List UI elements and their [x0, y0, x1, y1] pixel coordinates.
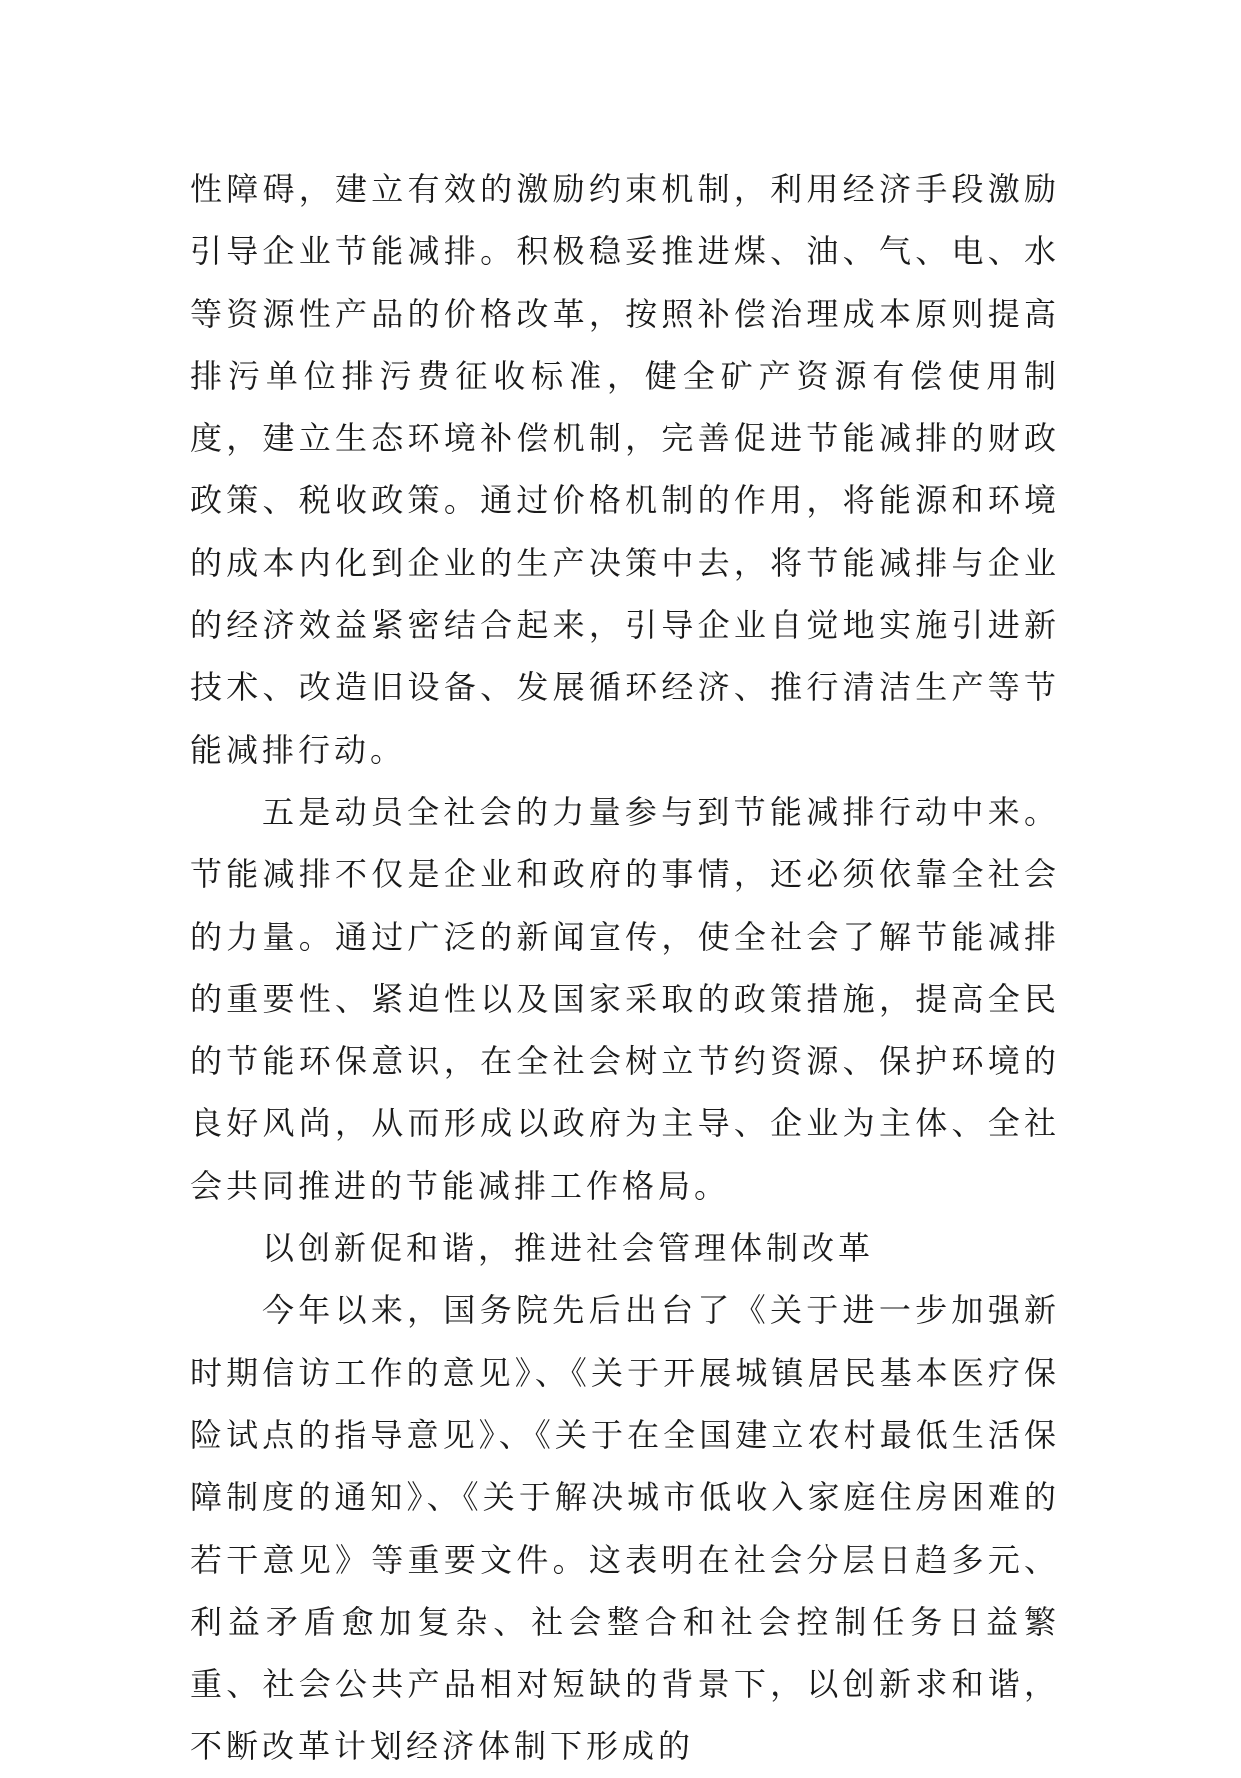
paragraph-social-management: 今年以来，国务院先后出台了《关于进一步加强新时期信访工作的意见》、《关于开展城镇居民基本医疗保险试点的指导意见》、《关于在全国建立农村最低生活保障制度的通知》、《关于解决城市低收入家庭住房困难的若干意见》等重要文件。这表明在社会分层日趋多元、利益矛盾愈加复杂、社会整合和社会控制任务日益繁重、社会公共产品相对短缺的背景下，以创新求和谐，不断改革计划经济体制下形成的 [190, 1291, 1060, 1766]
paragraph-continuation: 性障碍，建立有效的激励约束机制，利用经济手段激励引导企业节能减排。积极稳妥推进煤、油、气、电、水等资源性产品的价格改革，按照补偿治理成本原则提高排污单位排污费征收标准，健全矿产资源有偿使用制度，建立生态环境补偿机制，完善促进节能减排的财政政策、税收政策。通过价格机制的作用，将能源和环境的成本内化到企业的生产决策中去，将节能减排与企业的经济效益紧密结合起来，引导企业自觉地实施引进新技术、改造旧设备、发展循环经济、推行清洁生产等节能减排行动。 [190, 170, 1060, 769]
paragraph-point-five: 五是动员全社会的力量参与到节能减排行动中来。节能减排不仅是企业和政府的事情，还必须依靠全社会的力量。通过广泛的新闻宣传，使全社会了解节能减排的重要性、紧迫性以及国家采取的政策措施，提高全民的节能环保意识，在全社会树立节约资源、保护环境的良好风尚，从而形成以政府为主导、企业为主体、全社会共同推进的节能减排工作格局。 [190, 792, 1060, 1205]
document-body [190, 158, 1060, 1778]
section-heading: 以创新促和谐，推进社会管理体制改革 [262, 1229, 875, 1268]
